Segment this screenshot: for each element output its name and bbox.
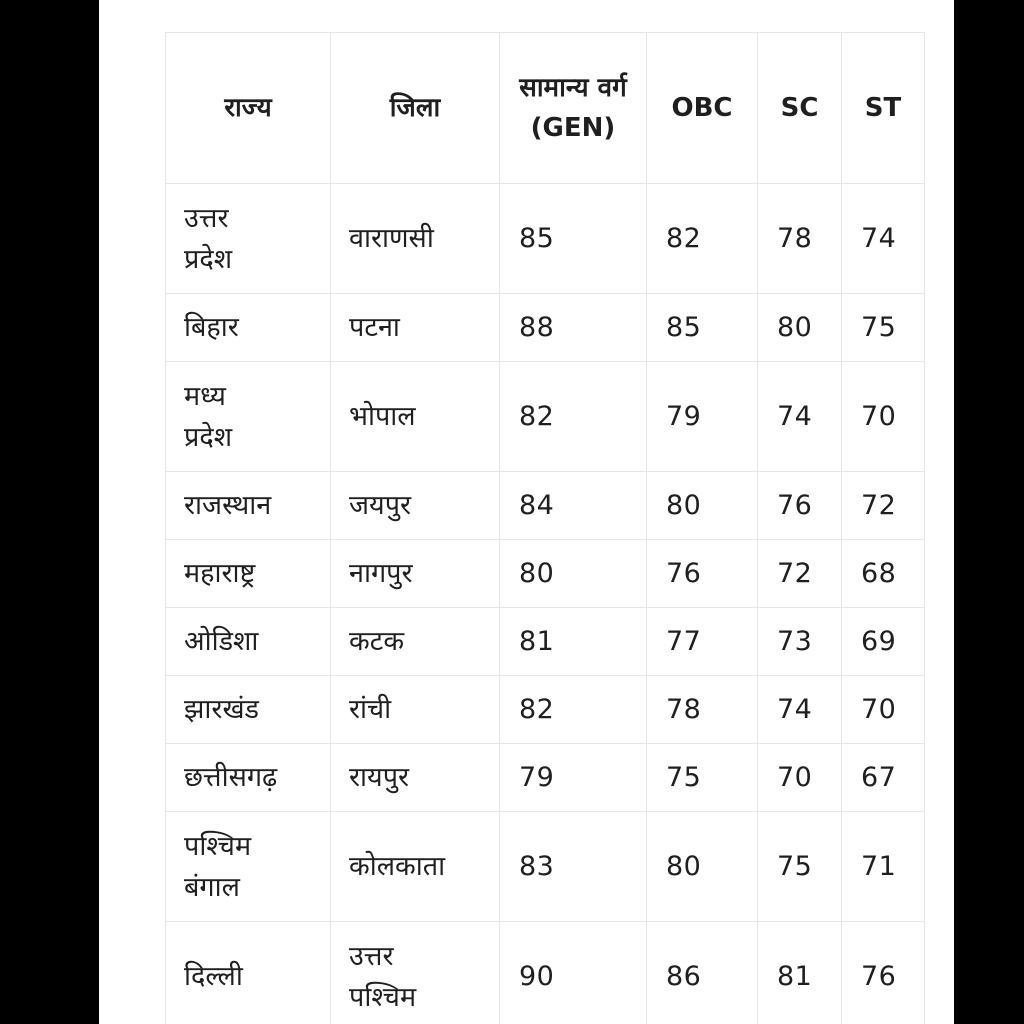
cell-obc: 78	[647, 676, 758, 744]
cell-sc: 76	[758, 472, 842, 540]
cell-obc: 75	[647, 744, 758, 812]
cell-district: रायपुर	[331, 744, 500, 812]
cell-state-text: उत्तर प्रदेश	[184, 202, 233, 275]
table-header-row	[166, 33, 925, 184]
cell-obc: 86	[647, 922, 758, 1024]
cell-gen: 88	[500, 294, 647, 362]
cell-st: 67	[842, 744, 925, 812]
cell-gen: 79	[500, 744, 647, 812]
cell-district: रांची	[331, 676, 500, 744]
cell-gen: 80	[500, 540, 647, 608]
cutoff-table	[165, 32, 925, 1024]
cell-gen: 84	[500, 472, 647, 540]
cell-obc: 85	[647, 294, 758, 362]
cell-state	[166, 812, 331, 922]
cell-sc: 70	[758, 744, 842, 812]
cell-gen: 83	[500, 812, 647, 922]
table-row	[166, 294, 925, 362]
cell-sc: 74	[758, 676, 842, 744]
cell-district: जयपुर	[331, 472, 500, 540]
header-sc: SC	[758, 33, 842, 184]
cell-obc: 77	[647, 608, 758, 676]
header-gen-label: सामान्य वर्ग (GEN)	[519, 73, 627, 143]
cell-sc: 75	[758, 812, 842, 922]
cell-st: 70	[842, 362, 925, 472]
table-row	[166, 744, 925, 812]
table-row	[166, 362, 925, 472]
document-page	[99, 0, 954, 1024]
cell-state: महाराष्ट्र	[166, 540, 331, 608]
cell-district: पटना	[331, 294, 500, 362]
cell-obc: 80	[647, 472, 758, 540]
cell-sc: 73	[758, 608, 842, 676]
cell-state	[166, 184, 331, 294]
cell-sc: 78	[758, 184, 842, 294]
cell-state: छत्तीसगढ़	[166, 744, 331, 812]
cell-st: 76	[842, 922, 925, 1024]
cell-obc: 80	[647, 812, 758, 922]
cell-state-text: पश्चिम बंगाल	[184, 830, 252, 903]
header-st: ST	[842, 33, 925, 184]
header-gen	[500, 33, 647, 184]
cell-state: राजस्थान	[166, 472, 331, 540]
header-state: राज्य	[166, 33, 331, 184]
cell-district: नागपुर	[331, 540, 500, 608]
cell-st: 70	[842, 676, 925, 744]
cell-district: कोलकाता	[331, 812, 500, 922]
cell-gen: 85	[500, 184, 647, 294]
cell-district: कटक	[331, 608, 500, 676]
cell-obc: 76	[647, 540, 758, 608]
cell-st: 72	[842, 472, 925, 540]
cell-district: वाराणसी	[331, 184, 500, 294]
table-row	[166, 608, 925, 676]
cell-sc: 72	[758, 540, 842, 608]
cell-st: 75	[842, 294, 925, 362]
table-row	[166, 922, 925, 1024]
cell-sc: 81	[758, 922, 842, 1024]
header-obc: OBC	[647, 33, 758, 184]
table-row	[166, 812, 925, 922]
cell-state: बिहार	[166, 294, 331, 362]
cell-obc: 79	[647, 362, 758, 472]
header-district: जिला	[331, 33, 500, 184]
cell-district-text: उत्तर पश्चिम	[349, 940, 417, 1013]
table-row	[166, 184, 925, 294]
cell-district	[331, 922, 500, 1024]
cell-district: भोपाल	[331, 362, 500, 472]
cell-gen: 82	[500, 676, 647, 744]
cell-st: 71	[842, 812, 925, 922]
cell-state: दिल्ली	[166, 922, 331, 1024]
cell-st: 68	[842, 540, 925, 608]
cell-gen: 82	[500, 362, 647, 472]
cell-state: झारखंड	[166, 676, 331, 744]
cell-sc: 74	[758, 362, 842, 472]
table-row	[166, 540, 925, 608]
cell-st: 74	[842, 184, 925, 294]
table-row	[166, 676, 925, 744]
cell-obc: 82	[647, 184, 758, 294]
cell-state	[166, 362, 331, 472]
cell-state: ओडिशा	[166, 608, 331, 676]
cell-st: 69	[842, 608, 925, 676]
cell-sc: 80	[758, 294, 842, 362]
cell-gen: 90	[500, 922, 647, 1024]
table-row	[166, 472, 925, 540]
cell-state-text: मध्य प्रदेश	[184, 380, 233, 453]
cell-gen: 81	[500, 608, 647, 676]
